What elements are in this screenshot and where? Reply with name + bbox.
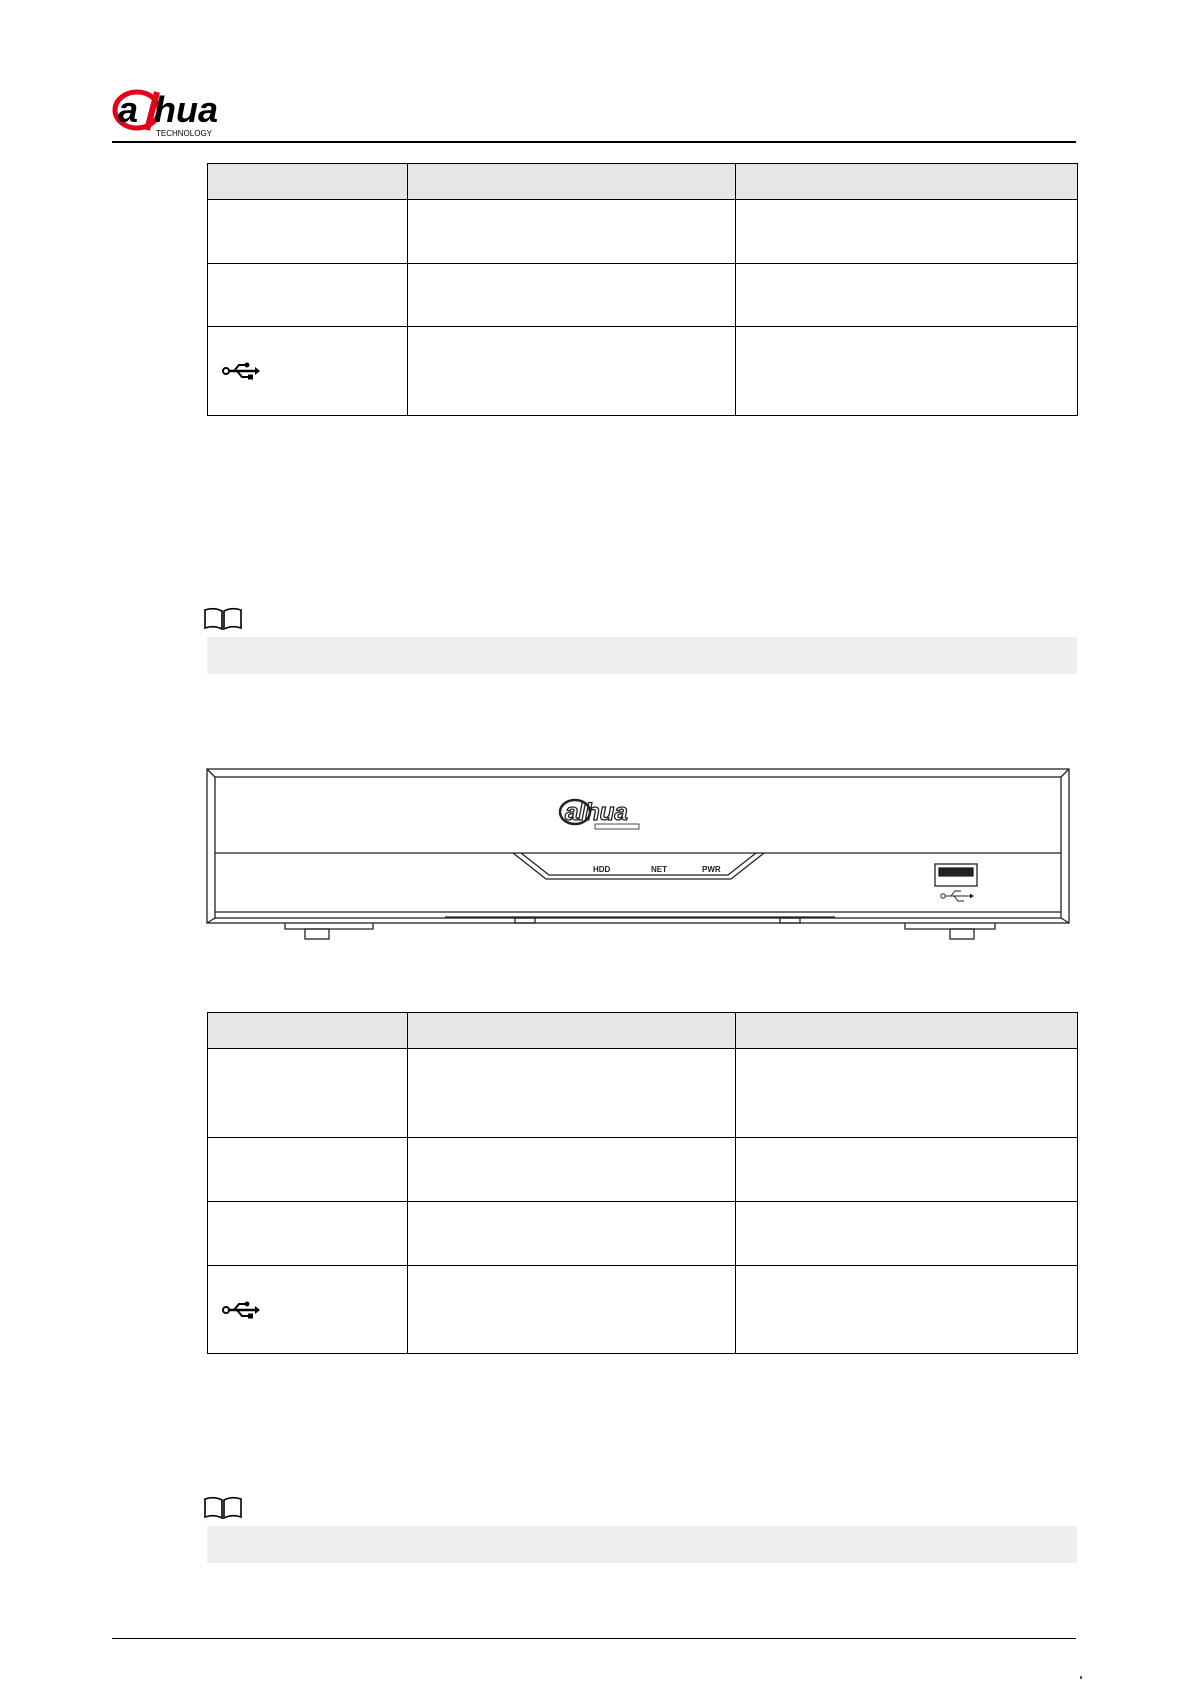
- table-cell: [736, 1138, 1078, 1202]
- book-icon: [203, 1496, 243, 1520]
- table-header-row: [208, 164, 1078, 200]
- table-cell: [408, 200, 736, 264]
- table-cell: [208, 1049, 408, 1138]
- table-header-row: [208, 1013, 1078, 1049]
- book-icon: [203, 607, 243, 631]
- table-cell: [408, 1202, 736, 1266]
- dahua-logo: [112, 88, 272, 138]
- table-row: [208, 200, 1078, 264]
- header-cell: [208, 164, 408, 200]
- note-box-2: [207, 1526, 1077, 1563]
- table-cell: [208, 1202, 408, 1266]
- note-box-1: [207, 637, 1077, 674]
- table-cell: [208, 264, 408, 327]
- table-cell: [408, 1266, 736, 1354]
- table-row: [208, 1138, 1078, 1202]
- table-row: [208, 327, 1078, 416]
- header-cell: [208, 1013, 408, 1049]
- table-cell: [736, 327, 1078, 416]
- table-cell: [408, 1138, 736, 1202]
- usb-icon: [222, 1300, 260, 1320]
- spec-table-2: [207, 1012, 1078, 1354]
- header-cell: [736, 164, 1078, 200]
- table-cell: [208, 327, 408, 416]
- svg-text:a: a: [118, 89, 139, 130]
- table-cell: [736, 1266, 1078, 1354]
- header-cell: [408, 1013, 736, 1049]
- page-number-mark: [1080, 1676, 1082, 1679]
- header-cell: [408, 164, 736, 200]
- usb-icon: [222, 361, 260, 381]
- svg-text:alhua: alhua: [565, 799, 628, 826]
- table-cell: [408, 327, 736, 416]
- table-row: [208, 264, 1078, 327]
- table-cell: [208, 200, 408, 264]
- led-label-hdd: HDD: [593, 865, 611, 874]
- table-cell: [208, 1266, 408, 1354]
- table-cell: [208, 1138, 408, 1202]
- svg-text:TECHNOLOGY: TECHNOLOGY: [156, 129, 213, 138]
- table-row: [208, 1049, 1078, 1138]
- spec-table-1: [207, 163, 1078, 416]
- table-row: [208, 1202, 1078, 1266]
- header-cell: [736, 1013, 1078, 1049]
- table-cell: [408, 1049, 736, 1138]
- led-label-pwr: PWR: [702, 865, 721, 874]
- table-cell: [736, 264, 1078, 327]
- table-cell: [736, 1049, 1078, 1138]
- svg-text:hua: hua: [154, 89, 219, 130]
- table-cell: [736, 200, 1078, 264]
- table-cell: [408, 264, 736, 327]
- usb-icon: [941, 891, 974, 901]
- led-label-net: NET: [651, 865, 667, 874]
- footer-rule: [112, 1638, 1076, 1639]
- header-rule: [112, 141, 1076, 143]
- nvr-front-panel-illustration: [205, 767, 1071, 945]
- table-row: [208, 1266, 1078, 1354]
- table-cell: [736, 1202, 1078, 1266]
